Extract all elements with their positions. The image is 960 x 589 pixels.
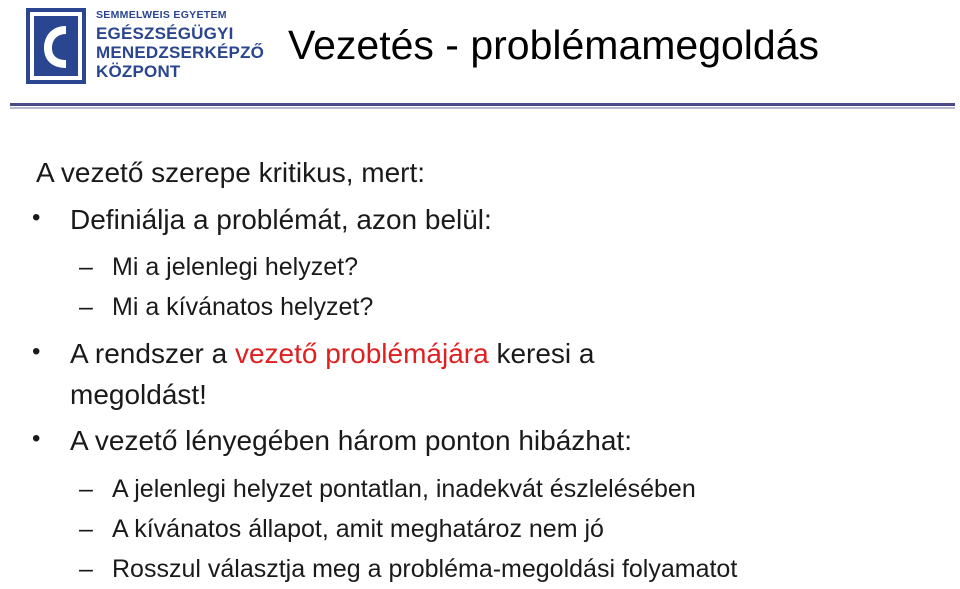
bullet-marker: •	[32, 425, 41, 452]
bullet-text-highlight: vezető problémájára	[234, 338, 489, 369]
bullet-marker: •	[32, 204, 41, 231]
sub-item-text: Mi a kívánatos helyzet?	[112, 293, 374, 321]
logo-wordmark	[96, 10, 264, 80]
title-divider	[10, 102, 955, 112]
sub-item	[79, 475, 696, 504]
bullet-text: Definiálja a problémát, azon belül:	[70, 204, 492, 235]
bullet-text: A vezető lényegében három ponton hibázhat:	[70, 425, 632, 456]
sub-item	[79, 253, 358, 282]
organization-logo	[26, 6, 266, 88]
logo-line-university: SEMMELWEIS EGYETEM	[96, 9, 227, 21]
dash-marker: –	[79, 475, 93, 503]
dash-marker: –	[79, 253, 93, 281]
dash-marker: –	[79, 515, 93, 543]
bullet-marker: •	[32, 338, 41, 365]
logo-emblem-icon	[26, 8, 86, 84]
bullet-text-end: keresi a	[488, 338, 595, 369]
bullet-item	[32, 338, 595, 370]
intro-text: A vezető szerepe kritikus, mert:	[36, 157, 426, 188]
sub-item	[79, 515, 604, 544]
logo-line-health: EGÉSZSÉGÜGYI	[96, 23, 234, 43]
sub-item-text: Mi a jelenlegi helyzet?	[112, 253, 358, 281]
bullet-item	[32, 425, 632, 457]
bullet-item	[32, 204, 492, 236]
sub-item-text: A kívánatos állapot, amit meghatároz nem jó	[112, 515, 604, 543]
slide-title: Vezetés - problémamegoldás	[288, 22, 820, 68]
sub-item-text: A jelenlegi helyzet pontatlan, inadekvát észlelésében	[112, 475, 696, 503]
dash-marker: –	[79, 293, 93, 321]
logo-line-center: KÖZPONT	[96, 61, 181, 81]
sub-item	[79, 293, 374, 322]
sub-item-text: Rosszul választja meg a probléma-megoldási folyamatot	[112, 555, 738, 583]
bullet-continuation: megoldást!	[70, 379, 207, 410]
dash-marker: –	[79, 555, 93, 583]
bullet-text-start: A rendszer a	[70, 338, 235, 369]
logo-line-management: MENEDZSERKÉPZŐ	[96, 42, 265, 62]
sub-item	[79, 555, 738, 584]
